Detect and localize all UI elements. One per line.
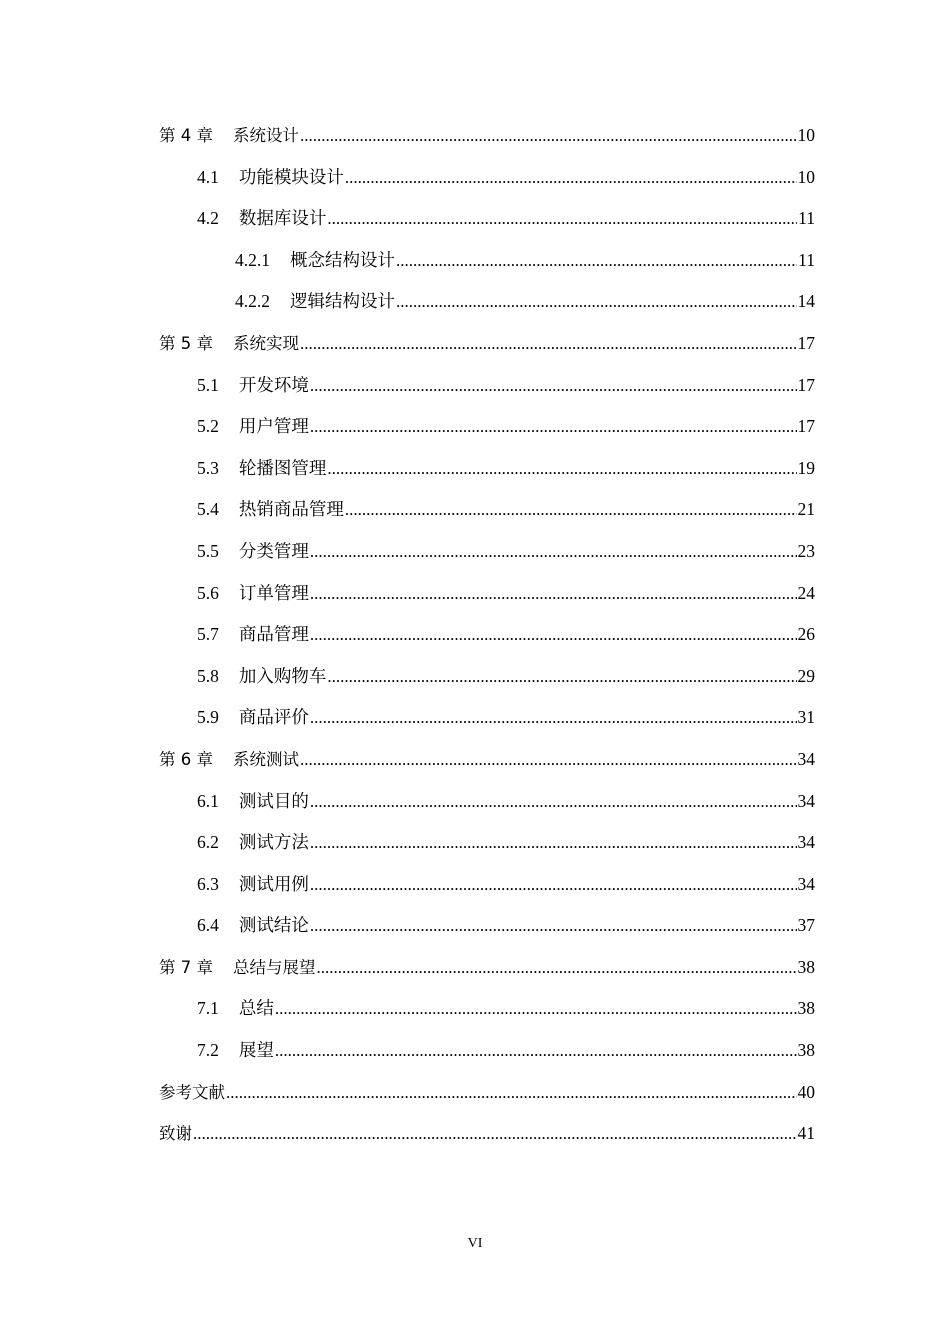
- toc-entry-page-number: 34: [797, 832, 815, 853]
- toc-dot-leader: [310, 822, 797, 864]
- toc-entry[interactable]: [159, 157, 815, 199]
- table-of-contents: [159, 115, 815, 1155]
- toc-entry-number: 6.4: [197, 915, 219, 936]
- toc-entry-page-number: 41: [797, 1123, 815, 1144]
- toc-entry-page-number: 38: [797, 956, 815, 977]
- toc-dot-leader: [310, 905, 797, 947]
- toc-entry[interactable]: [159, 947, 815, 989]
- toc-dot-leader: [310, 781, 797, 823]
- toc-entry-page-number: 24: [797, 582, 815, 603]
- toc-dot-leader: [345, 157, 797, 199]
- toc-entry-page-number: 11: [798, 208, 815, 229]
- toc-entry-page-number: 38: [797, 1040, 815, 1061]
- toc-entry-page-number: 34: [797, 873, 815, 894]
- toc-dot-leader: [310, 697, 797, 739]
- toc-entry-number: 5.7: [197, 624, 219, 645]
- toc-entry-page-number: 14: [797, 291, 815, 312]
- toc-entry-number: 6.2: [197, 832, 219, 853]
- toc-entry-title: 展望: [238, 1040, 274, 1061]
- toc-dot-leader: [327, 656, 796, 698]
- toc-entry-title: 系统实现: [233, 333, 299, 353]
- toc-entry[interactable]: [159, 697, 815, 739]
- toc-entry-title: 功能模块设计: [238, 166, 344, 187]
- toc-entry-title: 参考文献: [159, 1082, 225, 1102]
- toc-entry-page-number: 10: [797, 166, 815, 187]
- toc-entry[interactable]: [159, 739, 815, 781]
- toc-entry-number: 5.6: [197, 582, 219, 603]
- toc-entry[interactable]: [159, 406, 815, 448]
- toc-entry-title: 测试结论: [238, 915, 309, 936]
- toc-entry-page-number: 26: [797, 624, 815, 645]
- toc-entry-number: 4.1: [197, 166, 219, 187]
- toc-dot-leader: [300, 115, 797, 157]
- toc-entry-page-number: 21: [797, 499, 815, 520]
- toc-entry-number: 第 7 章: [159, 957, 213, 977]
- toc-entry[interactable]: [159, 489, 815, 531]
- toc-entry-number: 5.9: [197, 707, 219, 728]
- page-footer-number: VI: [467, 1236, 483, 1251]
- toc-entry-page-number: 34: [797, 748, 815, 769]
- toc-dot-leader: [193, 1113, 797, 1155]
- toc-entry[interactable]: [159, 1030, 815, 1072]
- toc-entry-title: 概念结构设计: [290, 249, 395, 270]
- toc-entry[interactable]: [159, 115, 815, 157]
- toc-dot-leader: [275, 988, 797, 1030]
- toc-entry[interactable]: [159, 905, 815, 947]
- toc-dot-leader: [310, 864, 797, 906]
- toc-entry-number: 7.2: [197, 1040, 219, 1061]
- toc-entry-page-number: 10: [797, 125, 815, 145]
- toc-entry-title: 订单管理: [238, 582, 309, 603]
- toc-dot-leader: [275, 1030, 797, 1072]
- toc-dot-leader: [300, 739, 797, 781]
- toc-dot-leader: [345, 489, 797, 531]
- toc-entry[interactable]: [159, 531, 815, 573]
- toc-entry-page-number: 34: [797, 790, 815, 811]
- toc-entry-number: 5.5: [197, 540, 219, 561]
- toc-entry-page-number: 17: [797, 332, 815, 353]
- toc-entry-page-number: 40: [797, 1081, 815, 1102]
- toc-entry-page-number: 11: [798, 249, 815, 270]
- toc-dot-leader: [327, 198, 797, 240]
- toc-entry[interactable]: [159, 988, 815, 1030]
- toc-dot-leader: [310, 614, 797, 656]
- toc-entry-title: 测试用例: [238, 873, 309, 894]
- toc-dot-leader: [310, 365, 797, 407]
- toc-dot-leader: [300, 323, 797, 365]
- toc-entry-page-number: 29: [797, 665, 815, 686]
- toc-entry[interactable]: [159, 822, 815, 864]
- toc-entry-number: 4.2: [197, 208, 219, 229]
- toc-dot-leader: [310, 531, 797, 573]
- toc-entry-title: 商品管理: [238, 624, 309, 645]
- toc-entry-title: 加入购物车: [238, 665, 327, 686]
- toc-entry-title: 测试方法: [238, 832, 309, 853]
- toc-entry[interactable]: [159, 1072, 815, 1114]
- toc-entry-number: 5.1: [197, 374, 219, 395]
- toc-entry[interactable]: [159, 781, 815, 823]
- toc-entry-title: 用户管理: [238, 416, 309, 437]
- toc-entry-number: 5.8: [197, 665, 219, 686]
- toc-dot-leader: [327, 448, 796, 490]
- toc-entry-number: 第 5 章: [159, 333, 213, 353]
- toc-entry-number: 6.3: [197, 873, 219, 894]
- toc-entry[interactable]: [159, 448, 815, 490]
- toc-entry-page-number: 37: [797, 915, 815, 936]
- toc-entry-title: 轮播图管理: [238, 457, 327, 478]
- toc-entry-title: 致谢: [159, 1124, 192, 1144]
- toc-entry-page-number: 23: [797, 540, 815, 561]
- toc-entry-title: 开发环境: [238, 374, 309, 395]
- toc-entry-title: 商品评价: [238, 707, 309, 728]
- toc-entry-title: 数据库设计: [238, 208, 327, 229]
- toc-entry-title: 热销商品管理: [238, 499, 344, 520]
- toc-entry-number: 4.2.1: [235, 249, 270, 270]
- toc-entry-number: 5.4: [197, 499, 219, 520]
- toc-entry-page-number: 19: [797, 457, 815, 478]
- toc-entry-title: 逻辑结构设计: [290, 291, 395, 312]
- toc-entry-number: 5.3: [197, 457, 219, 478]
- toc-entry[interactable]: [159, 864, 815, 906]
- toc-entry[interactable]: [159, 198, 815, 240]
- toc-entry[interactable]: [159, 1113, 815, 1155]
- toc-entry-title: 系统测试: [233, 749, 299, 769]
- toc-dot-leader: [396, 240, 797, 282]
- toc-entry[interactable]: [159, 281, 815, 323]
- toc-entry[interactable]: [159, 365, 815, 407]
- toc-entry-page-number: 31: [797, 707, 815, 728]
- toc-entry-number: 第 4 章: [159, 126, 213, 145]
- toc-dot-leader: [310, 573, 797, 615]
- toc-entry-number: 6.1: [197, 790, 219, 811]
- toc-entry-page-number: 17: [797, 374, 815, 395]
- toc-dot-leader: [396, 281, 797, 323]
- toc-entry[interactable]: [159, 614, 815, 656]
- toc-entry-page-number: 17: [797, 416, 815, 437]
- toc-entry[interactable]: [159, 240, 815, 282]
- toc-entry-number: 7.1: [197, 998, 219, 1019]
- toc-entry-number: 第 6 章: [159, 749, 213, 769]
- toc-entry[interactable]: [159, 323, 815, 365]
- toc-entry-number: 5.2: [197, 416, 219, 437]
- toc-entry-title: 总结与展望: [233, 957, 316, 977]
- toc-entry-title: 系统设计: [233, 126, 299, 145]
- toc-entry-number: 4.2.2: [235, 291, 270, 312]
- toc-entry[interactable]: [159, 573, 815, 615]
- toc-dot-leader: [317, 947, 797, 989]
- toc-entry[interactable]: [159, 656, 815, 698]
- toc-entry-title: 总结: [238, 998, 274, 1019]
- toc-entry-title: 分类管理: [238, 540, 309, 561]
- toc-entry-title: 测试目的: [238, 790, 309, 811]
- toc-dot-leader: [226, 1072, 797, 1114]
- toc-dot-leader: [310, 406, 797, 448]
- toc-entry-page-number: 38: [797, 998, 815, 1019]
